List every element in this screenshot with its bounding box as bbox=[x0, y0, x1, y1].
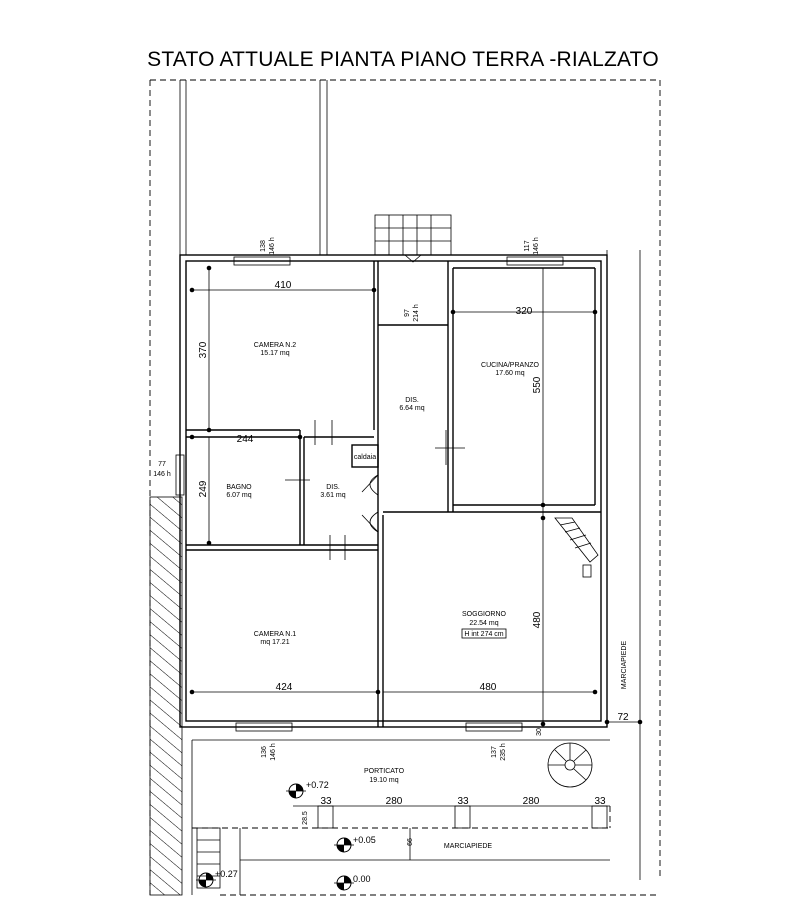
dim-camera2-height: 370 bbox=[198, 341, 209, 359]
marciapiede-label-side: MARCIAPIEDE bbox=[621, 640, 628, 690]
room-area-cucina: 17.60 mq bbox=[495, 370, 525, 377]
dim-33-c: 33 bbox=[594, 796, 606, 807]
dim-33-b: 33 bbox=[457, 796, 469, 807]
dim-bagno-height: 249 bbox=[198, 480, 209, 498]
level-label-1: +0.72 bbox=[306, 780, 329, 790]
window-3-height: 214 h bbox=[413, 304, 420, 322]
window-3-width: 97 bbox=[404, 309, 411, 317]
room-name-dis1: DIS. bbox=[405, 397, 419, 404]
dimension-ticks bbox=[190, 266, 643, 727]
level-marker-2 bbox=[334, 838, 354, 852]
dim-cucina-height: 550 bbox=[532, 376, 543, 394]
window-1-width: 138 bbox=[260, 240, 267, 252]
dim-280-a: 280 bbox=[385, 796, 403, 807]
interior-stair bbox=[555, 518, 598, 577]
room-name-cucina: CUCINA/PRANZO bbox=[481, 362, 539, 369]
soggiorno-height-note: H int 274 cm bbox=[464, 631, 504, 638]
dim-camera2-width: 410 bbox=[274, 280, 292, 291]
doors bbox=[285, 420, 465, 560]
window-6-height: 235 h bbox=[500, 743, 507, 761]
room-name-bagno: BAGNO bbox=[226, 484, 252, 491]
level-label-3: +0.27 bbox=[215, 869, 238, 879]
level-label-4: 0.00 bbox=[353, 874, 371, 884]
dim-camera1-width: 424 bbox=[275, 682, 293, 693]
dim-bagno-width: 244 bbox=[236, 434, 254, 445]
dim-280-b: 280 bbox=[522, 796, 540, 807]
window-2-width: 117 bbox=[524, 240, 531, 252]
room-area-dis1: 6.64 mq bbox=[399, 405, 425, 412]
level-marker-1 bbox=[286, 784, 306, 798]
room-name-camera1: CAMERA N.1 bbox=[253, 631, 297, 638]
level-marker-3 bbox=[196, 873, 216, 887]
dim-side-72: 72 bbox=[617, 712, 629, 723]
room-name-dis2: DIS. bbox=[326, 484, 340, 491]
dim-28-5: 28.5 bbox=[302, 811, 309, 825]
porch-area bbox=[192, 740, 660, 895]
dim-66: 66 bbox=[407, 838, 414, 846]
room-area-dis2: 3.61 mq bbox=[320, 492, 346, 499]
window-4-width: 77 bbox=[158, 461, 166, 468]
room-name-soggiorno: SOGGIORNO bbox=[462, 611, 506, 618]
dim-30: 30 bbox=[536, 728, 543, 736]
drawing-title: STATO ATTUALE PIANTA PIANO TERRA -RIALZATO bbox=[147, 48, 659, 71]
dim-soggiorno-height: 480 bbox=[532, 611, 543, 629]
level-label-2: +0.05 bbox=[353, 835, 376, 845]
window-2-height: 146 h bbox=[533, 237, 540, 255]
dim-cucina-width: 320 bbox=[515, 306, 533, 317]
dim-soggiorno-width: 480 bbox=[479, 682, 497, 693]
hatched-terrain bbox=[150, 497, 182, 895]
dim-33-a: 33 bbox=[320, 796, 332, 807]
window-6-width: 137 bbox=[491, 746, 498, 758]
room-area-porticato: 19.10 mq bbox=[369, 777, 399, 784]
room-area-soggiorno: 22.54 mq bbox=[469, 620, 499, 627]
room-name-porticato: PORTICATO bbox=[363, 768, 405, 775]
caldaia-label: caldaia bbox=[353, 454, 377, 461]
marciapiede-label-bottom: MARCIAPIEDE bbox=[443, 843, 493, 850]
window-1-height: 146 h bbox=[269, 237, 276, 255]
window-5-width: 136 bbox=[261, 746, 268, 758]
room-area-camera2: 15.17 mq bbox=[260, 350, 290, 357]
pergola-posts bbox=[180, 80, 327, 255]
level-marker-4 bbox=[334, 876, 354, 890]
room-area-bagno: 6.07 mq bbox=[226, 492, 252, 499]
window-4-height: 146 h bbox=[153, 471, 171, 478]
window-5-height: 146 h bbox=[270, 743, 277, 761]
room-area-camera1: mq 17.21 bbox=[260, 639, 290, 646]
room-name-camera2: CAMERA N.2 bbox=[253, 342, 297, 349]
